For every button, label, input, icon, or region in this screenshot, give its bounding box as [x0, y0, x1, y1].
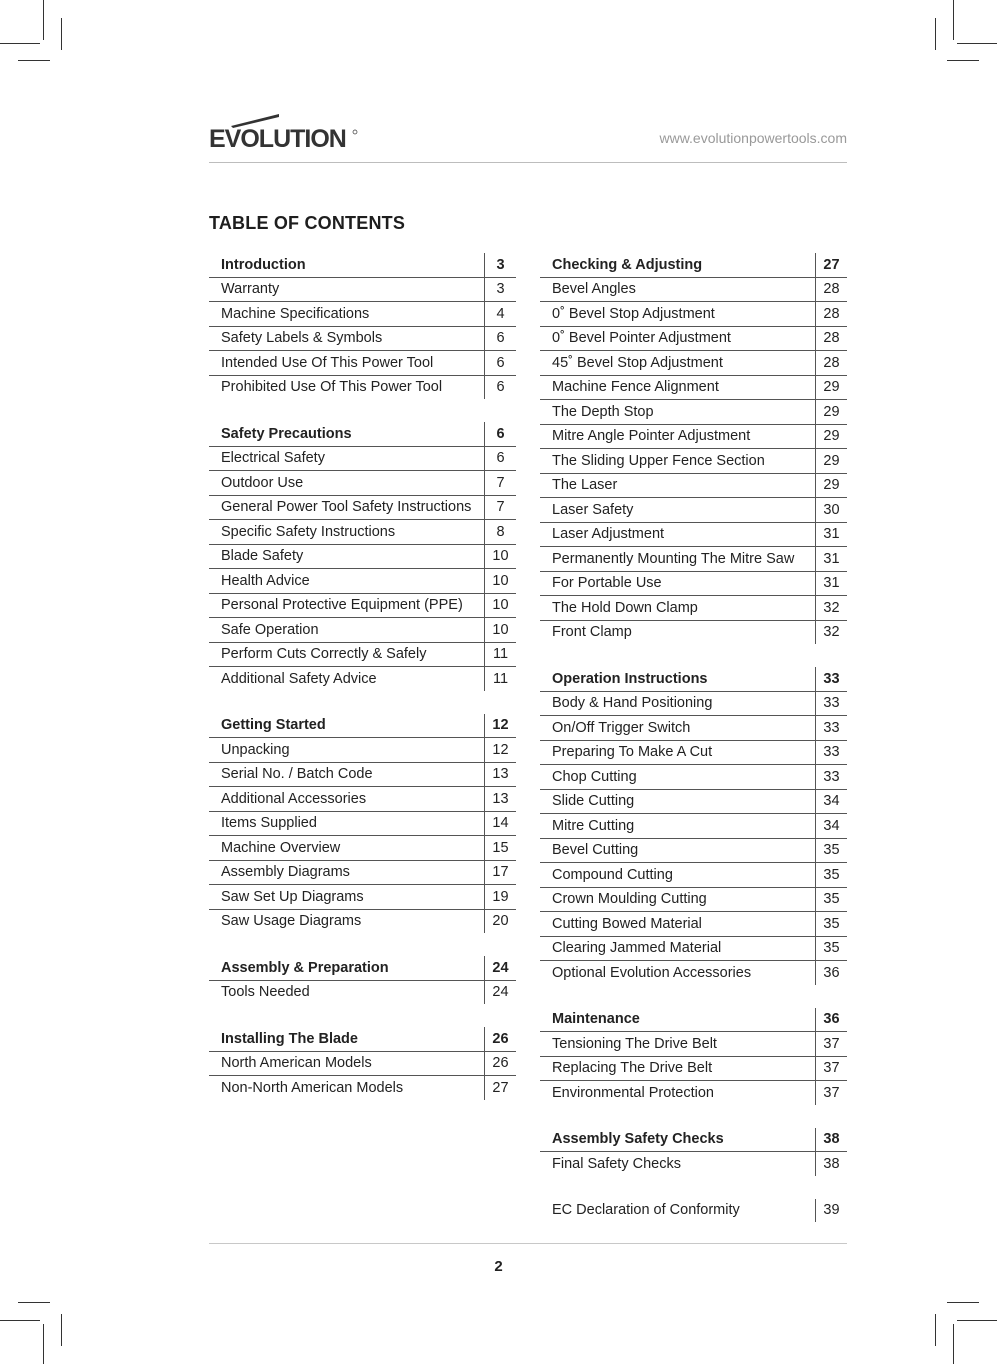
- toc-entry[interactable]: [209, 666, 516, 691]
- toc-left-column: [209, 253, 516, 1123]
- crop-mark: [935, 18, 936, 50]
- toc-entry-label: Mitre Cutting: [552, 817, 635, 834]
- page-title: TABLE OF CONTENTS: [209, 213, 406, 233]
- toc-entry[interactable]: [540, 887, 847, 912]
- toc-entry-page: 15: [484, 836, 516, 860]
- crop-mark: [953, 0, 954, 40]
- toc-entry[interactable]: [209, 326, 516, 351]
- toc-entry-page: 28: [815, 327, 847, 351]
- toc-entry-page: 33: [815, 692, 847, 716]
- crop-mark: [957, 43, 997, 44]
- toc-entry-label: Electrical Safety: [221, 450, 325, 467]
- toc-entry-label: Specific Safety Instructions: [221, 523, 396, 540]
- toc-entry-label: Mitre Angle Pointer Adjustment: [552, 428, 751, 445]
- toc-entry[interactable]: [540, 595, 847, 620]
- crop-mark: [61, 1314, 62, 1346]
- toc-entry[interactable]: [540, 1031, 847, 1056]
- toc-entry-page: 34: [815, 790, 847, 814]
- toc-entry-label: Front Clamp: [552, 624, 632, 641]
- toc-entry-label: Bevel Angles: [552, 281, 636, 298]
- toc-entry-page: 35: [815, 863, 847, 887]
- toc-entry-page: 37: [815, 1081, 847, 1105]
- toc-entry-label: The Hold Down Clamp: [552, 599, 698, 616]
- toc-entry-page: 29: [815, 474, 847, 498]
- toc-entry-label: The Depth Stop: [552, 403, 654, 420]
- svg-text:EVOLUTION: EVOLUTION: [209, 125, 346, 152]
- toc-entry[interactable]: [209, 884, 516, 909]
- toc-entry[interactable]: [540, 620, 847, 645]
- toc-entry-page: 7: [484, 471, 516, 495]
- toc-entry-label: Additional Safety Advice: [221, 670, 377, 687]
- page-number: 2: [494, 1258, 503, 1275]
- toc-entry[interactable]: [540, 691, 847, 716]
- toc-entry-page: 17: [484, 861, 516, 885]
- toc-entry-page: 27: [484, 1076, 516, 1100]
- toc-entry-page: 10: [484, 545, 516, 569]
- toc-entry-label: Compound Cutting: [552, 866, 673, 883]
- toc-entry-page: 10: [484, 618, 516, 642]
- toc-entry[interactable]: [209, 980, 516, 1005]
- toc-entry-page: 38: [815, 1128, 847, 1152]
- toc-entry-page: 33: [815, 765, 847, 789]
- toc-entry-page: 7: [484, 496, 516, 520]
- toc-entry-page: 29: [815, 376, 847, 400]
- toc-entry-label: Final Safety Checks: [552, 1155, 681, 1172]
- toc-entry-page: 35: [815, 888, 847, 912]
- crop-mark: [0, 43, 40, 44]
- crop-mark: [947, 60, 979, 61]
- toc-entry[interactable]: [540, 546, 847, 571]
- toc-entry-page: 24: [484, 956, 516, 980]
- toc-entry-label: Additional Accessories: [221, 790, 367, 807]
- toc-section: [540, 1128, 847, 1176]
- toc-entry-page: 10: [484, 594, 516, 618]
- toc-entry[interactable]: [209, 1075, 516, 1100]
- toc-section-heading[interactable]: [540, 1128, 847, 1152]
- toc-entry[interactable]: [540, 1151, 847, 1176]
- toc-entry-label: The Sliding Upper Fence Section: [552, 452, 765, 469]
- toc-entry-page: 6: [484, 447, 516, 471]
- toc-entry-page: 6: [484, 376, 516, 400]
- toc-entry[interactable]: [209, 909, 516, 934]
- toc-entry[interactable]: [209, 811, 516, 836]
- crop-mark: [61, 18, 62, 50]
- toc-entry-label: For Portable Use: [552, 575, 662, 592]
- toc-entry-page: 37: [815, 1057, 847, 1081]
- toc-entry[interactable]: [540, 1199, 847, 1223]
- crop-mark: [0, 1320, 40, 1321]
- toc-entry[interactable]: [209, 301, 516, 326]
- toc-entry-page: 3: [484, 253, 516, 277]
- toc-entry-label: Machine Overview: [221, 839, 341, 856]
- toc-entry-label: Permanently Mounting The Mitre Saw: [552, 550, 795, 567]
- toc-entry[interactable]: [209, 1051, 516, 1076]
- toc-entry-label: Personal Protective Equipment (PPE): [221, 597, 463, 614]
- toc-entry[interactable]: [209, 446, 516, 471]
- crop-mark: [43, 0, 44, 40]
- crop-mark: [957, 1320, 997, 1321]
- toc-section-heading[interactable]: [540, 667, 847, 691]
- toc-entry[interactable]: [209, 860, 516, 885]
- toc-entry-label: Environmental Protection: [552, 1084, 714, 1101]
- toc-entry[interactable]: [540, 764, 847, 789]
- toc-entry[interactable]: [540, 960, 847, 985]
- toc-entry-page: 13: [484, 787, 516, 811]
- toc-entry-page: 26: [484, 1052, 516, 1076]
- toc-section: [540, 1199, 847, 1223]
- toc-entry[interactable]: [540, 424, 847, 449]
- toc-entry-label: Perform Cuts Correctly & Safely: [221, 646, 427, 663]
- toc-entry-label: Preparing To Make A Cut: [552, 744, 713, 761]
- toc-entry-page: 35: [815, 937, 847, 961]
- toc-entry-page: 4: [484, 302, 516, 326]
- toc-entry[interactable]: [540, 399, 847, 424]
- crop-mark: [18, 1302, 50, 1303]
- toc-entry-label: Crown Moulding Cutting: [552, 891, 707, 908]
- toc-entry-page: 12: [484, 738, 516, 762]
- toc-entry-label: Replacing The Drive Belt: [552, 1060, 713, 1077]
- toc-entry-label: Introduction: [221, 256, 306, 273]
- toc-entry-label: On/Off Trigger Switch: [552, 719, 691, 736]
- toc-entry-label: Saw Set Up Diagrams: [221, 888, 364, 905]
- toc-entry-label: 45˚ Bevel Stop Adjustment: [552, 354, 723, 371]
- toc-entry-page: 39: [815, 1199, 847, 1223]
- toc-entry-page: 30: [815, 498, 847, 522]
- toc-entry[interactable]: [209, 375, 516, 400]
- toc-section: [209, 422, 516, 691]
- toc-section: [540, 253, 847, 644]
- toc-entry-label: EC Declaration of Conformity: [552, 1202, 740, 1219]
- toc-entry[interactable]: [540, 350, 847, 375]
- toc-entry-page: 19: [484, 885, 516, 909]
- toc-entry[interactable]: [540, 375, 847, 400]
- toc-entry-page: 8: [484, 520, 516, 544]
- toc-entry-page: 11: [484, 643, 516, 667]
- toc-entry-page: 3: [484, 278, 516, 302]
- toc-entry-page: 14: [484, 812, 516, 836]
- toc-entry[interactable]: [540, 571, 847, 596]
- toc-entry[interactable]: [540, 740, 847, 765]
- toc-entry[interactable]: [209, 762, 516, 787]
- toc-section-heading[interactable]: [209, 253, 516, 277]
- toc-entry-page: 36: [815, 961, 847, 985]
- toc-entry-label: Machine Specifications: [221, 305, 370, 322]
- toc-entry-page: 20: [484, 910, 516, 934]
- toc-entry-label: Chop Cutting: [552, 768, 637, 785]
- toc-entry-label: Installing The Blade: [221, 1030, 358, 1047]
- toc-entry-label: Body & Hand Positioning: [552, 695, 713, 712]
- toc-entry[interactable]: [540, 497, 847, 522]
- toc-entry-page: 33: [815, 667, 847, 691]
- toc-entry-label: Prohibited Use Of This Power Tool: [221, 379, 443, 396]
- toc-entry[interactable]: [209, 737, 516, 762]
- toc-entry-label: Assembly Diagrams: [221, 864, 350, 881]
- toc-entry-page: 35: [815, 912, 847, 936]
- toc-entry-label: General Power Tool Safety Instructions: [221, 499, 472, 516]
- toc-section: [540, 1008, 847, 1105]
- toc-entry-page: 29: [815, 449, 847, 473]
- toc-entry-page: 11: [484, 667, 516, 691]
- toc-entry[interactable]: [209, 835, 516, 860]
- toc-entry-page: 33: [815, 741, 847, 765]
- toc-entry-label: Laser Safety: [552, 501, 634, 518]
- toc-section: [540, 667, 847, 985]
- toc-entry[interactable]: [540, 862, 847, 887]
- toc-entry-label: Assembly Safety Checks: [552, 1131, 724, 1148]
- toc-entry[interactable]: [209, 617, 516, 642]
- toc-section-heading[interactable]: [209, 714, 516, 738]
- toc-entry-label: Laser Adjustment: [552, 526, 665, 543]
- toc-entry-label: Maintenance: [552, 1011, 640, 1028]
- toc-entry-page: 6: [484, 422, 516, 446]
- toc-right-column: [540, 253, 847, 1245]
- toc-entry-label: Getting Started: [221, 717, 326, 734]
- toc-entry-page: 35: [815, 839, 847, 863]
- toc-entry[interactable]: [209, 593, 516, 618]
- toc-entry-page: 10: [484, 569, 516, 593]
- toc-entry-label: Machine Fence Alignment: [552, 379, 719, 396]
- toc-entry-label: Items Supplied: [221, 815, 317, 832]
- toc-section: [209, 1027, 516, 1100]
- toc-entry-page: 13: [484, 763, 516, 787]
- toc-entry-label: Bevel Cutting: [552, 842, 639, 859]
- crop-mark: [953, 1324, 954, 1364]
- crop-mark: [43, 1324, 44, 1364]
- toc-entry[interactable]: [540, 911, 847, 936]
- toc-entry-page: 27: [815, 253, 847, 277]
- crop-mark: [935, 1314, 936, 1346]
- toc-entry-page: 6: [484, 351, 516, 375]
- toc-entry-label: Warranty: [221, 281, 280, 298]
- toc-entry-page: 31: [815, 572, 847, 596]
- toc-entry-page: 31: [815, 547, 847, 571]
- toc-entry[interactable]: [540, 473, 847, 498]
- toc-entry-page: 28: [815, 351, 847, 375]
- toc-entry-label: Operation Instructions: [552, 670, 708, 687]
- website-url: www.evolutionpowertools.com: [659, 130, 847, 146]
- toc-section: [209, 956, 516, 1004]
- toc-section-heading[interactable]: [209, 1027, 516, 1051]
- toc-entry-label: The Laser: [552, 477, 618, 494]
- toc-entry-label: Slide Cutting: [552, 793, 635, 810]
- toc-entry[interactable]: [209, 277, 516, 302]
- toc-entry[interactable]: [540, 277, 847, 302]
- page-header: [209, 112, 847, 163]
- toc-entry[interactable]: [209, 544, 516, 569]
- toc-section: [209, 253, 516, 399]
- toc-entry[interactable]: [540, 448, 847, 473]
- toc-section-heading[interactable]: [540, 1008, 847, 1032]
- toc-entry-label: 0˚ Bevel Stop Adjustment: [552, 305, 715, 322]
- toc-entry-page: 24: [484, 981, 516, 1005]
- toc-entry[interactable]: [540, 715, 847, 740]
- toc-entry[interactable]: [209, 350, 516, 375]
- crop-mark: [18, 60, 50, 61]
- toc-entry[interactable]: [209, 642, 516, 667]
- toc-entry-label: Safe Operation: [221, 621, 319, 638]
- toc-entry-page: 28: [815, 302, 847, 326]
- toc-section-heading[interactable]: [209, 422, 516, 446]
- toc-entry-label: 0˚ Bevel Pointer Adjustment: [552, 330, 731, 347]
- toc-entry[interactable]: [540, 1056, 847, 1081]
- toc-entry[interactable]: [209, 519, 516, 544]
- toc-entry-page: 26: [484, 1027, 516, 1051]
- toc-entry[interactable]: [209, 470, 516, 495]
- toc-entry-label: Safety Precautions: [221, 425, 352, 442]
- toc-entry-label: Unpacking: [221, 741, 290, 758]
- toc-entry-page: 38: [815, 1152, 847, 1176]
- toc-section-heading[interactable]: [540, 253, 847, 277]
- toc-entry-page: 12: [484, 714, 516, 738]
- toc-entry-label: Cutting Bowed Material: [552, 915, 702, 932]
- toc-entry-page: 34: [815, 814, 847, 838]
- toc-entry-label: Tensioning The Drive Belt: [552, 1035, 717, 1052]
- footer-divider: [209, 1243, 847, 1244]
- toc-entry-label: Non-North American Models: [221, 1079, 404, 1096]
- toc-entry-page: 32: [815, 621, 847, 645]
- toc-entry-label: Health Advice: [221, 572, 310, 589]
- toc-entry[interactable]: [540, 1080, 847, 1105]
- toc-section-heading[interactable]: [209, 956, 516, 980]
- toc-entry[interactable]: [209, 786, 516, 811]
- toc-entry-label: Checking & Adjusting: [552, 256, 703, 273]
- toc-entry-label: Optional Evolution Accessories: [552, 964, 752, 981]
- toc-entry[interactable]: [540, 838, 847, 863]
- toc-entry-label: North American Models: [221, 1055, 372, 1072]
- toc-entry[interactable]: [209, 568, 516, 593]
- toc-entry-label: Serial No. / Batch Code: [221, 766, 373, 783]
- toc-entry-page: 36: [815, 1008, 847, 1032]
- toc-entry-page: 28: [815, 278, 847, 302]
- toc-entry[interactable]: [540, 789, 847, 814]
- toc-entry-label: Safety Labels & Symbols: [221, 330, 383, 347]
- toc-entry-label: Blade Safety: [221, 548, 304, 565]
- toc-entry-label: Clearing Jammed Material: [552, 940, 722, 957]
- toc-entry-page: 32: [815, 596, 847, 620]
- toc-entry-label: Saw Usage Diagrams: [221, 913, 362, 930]
- crop-mark: [947, 1302, 979, 1303]
- toc-entry[interactable]: [540, 326, 847, 351]
- evolution-logo: [209, 112, 369, 152]
- toc-entry[interactable]: [209, 495, 516, 520]
- toc-entry[interactable]: [540, 301, 847, 326]
- toc-section: [209, 714, 516, 934]
- toc-entry-label: Intended Use Of This Power Tool: [221, 354, 434, 371]
- toc-entry-page: 6: [484, 327, 516, 351]
- toc-entry-page: 37: [815, 1032, 847, 1056]
- toc-entry[interactable]: [540, 813, 847, 838]
- toc-entry-label: Tools Needed: [221, 984, 310, 1001]
- toc-entry-label: Outdoor Use: [221, 474, 304, 491]
- toc-entry-page: 29: [815, 425, 847, 449]
- toc-entry-page: 33: [815, 716, 847, 740]
- toc-entry-page: 29: [815, 400, 847, 424]
- toc-entry-label: Assembly & Preparation: [221, 959, 389, 976]
- toc-entry-page: 31: [815, 523, 847, 547]
- toc-entry[interactable]: [540, 522, 847, 547]
- toc-entry[interactable]: [540, 936, 847, 961]
